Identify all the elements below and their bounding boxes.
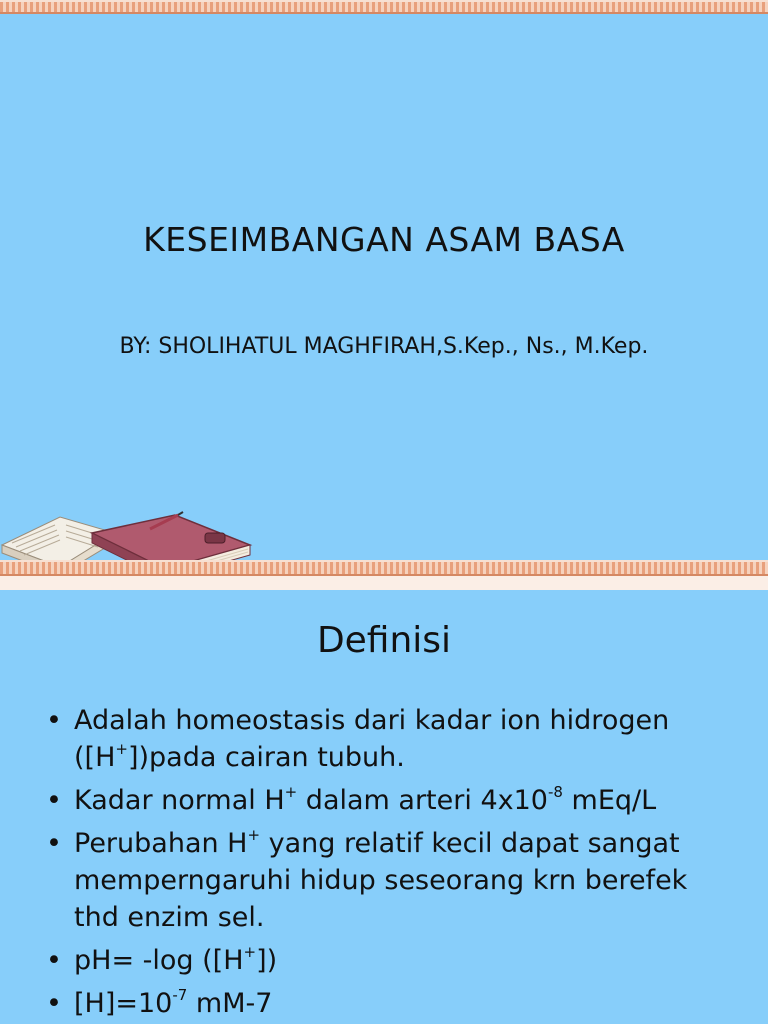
slide-title: Definisi [316, 620, 452, 661]
decorative-top-border [0, 0, 768, 14]
list-item: • $[H]=10^{-7}$ mM-7 [40, 985, 740, 1022]
list-item: • Perubahan H+ yang relatif kecil dapat sangat memperngaruhi hidup seseorang krn berefek thd enzim sel. [40, 825, 740, 936]
list-item: • Adalah homeostasis dari kadar ion hidrogen ([H+])pada cairan tubuh. [40, 702, 740, 776]
list-item: • Kadar normal H+ dalam arteri $4x10^{-8}$ mEq/L [40, 782, 740, 819]
slide-title: KESEIMBANGAN ASAM BASA [143, 220, 625, 259]
slide-divider [0, 576, 768, 590]
definition-slide [0, 590, 768, 1024]
decorative-bottom-border [0, 560, 768, 576]
list-item: • pH= -log ([H+]) [40, 942, 740, 979]
author-byline: BY: SHOLIHATUL MAGHFIRAH,S.Kep., Ns., M.Kep. [119, 334, 649, 359]
bullet-list [40, 702, 740, 1024]
